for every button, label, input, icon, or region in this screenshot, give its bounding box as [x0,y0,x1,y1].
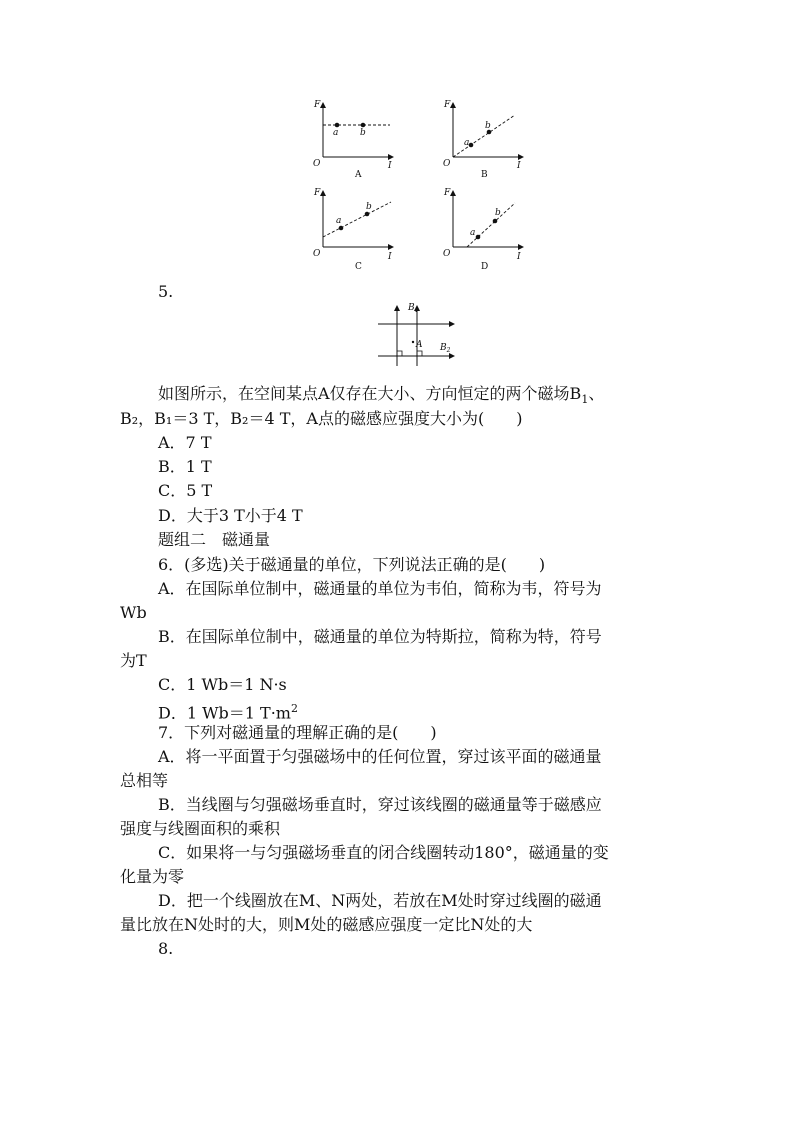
point-b-label: b [495,208,501,218]
x-axis-label: I [388,161,392,171]
point-a-label: a [336,216,342,226]
graph-panel-c [313,188,393,272]
x-axis-label: I [517,161,521,171]
q5-option-c: C．5 T [158,481,213,500]
q5-option-d: D．大于3 T小于4 T [158,506,303,525]
panel-label-d: D [481,262,489,272]
origin-label: O [313,249,321,259]
q5-stem-line1: 如图所示，在空间某点A仅存在大小、方向恒定的两个磁场$B_1$、 [158,384,605,407]
q5-option-a: A．7 T [158,433,212,452]
point-a-label: A [416,340,423,350]
q6-option-b-line2: 为T [120,651,147,670]
y-axis-label: F [314,100,321,110]
force-current-graphs-figure [305,95,530,280]
b1-label: $B_1$ [408,303,419,314]
graph-panel-d [443,188,523,272]
y-axis-label: F [444,188,451,198]
q5-number: 5. [158,282,174,301]
q7-option-c-line2: 化量为零 [120,867,185,886]
origin-label: O [443,159,451,169]
point-a-label: a [464,138,470,148]
b2-label: $B_2$ [440,343,451,354]
q7-option-a-line1: A．将一平面置于匀强磁场中的任何位置，穿过该平面的磁通量 [158,747,602,766]
x-axis-label: I [517,252,521,262]
panel-label-c: C [355,262,362,272]
graphs-svg [305,95,530,280]
q5-option-b: B．1 T [158,457,212,476]
x-axis-label: I [388,252,392,262]
q6-stem: 6．(多选)关于磁通量的单位，下列说法正确的是( ) [158,555,546,574]
q7-option-b-line1: B．当线圈与匀强磁场垂直时，穿过该线圈的磁通量等于磁感应 [158,795,602,814]
q6-option-a-line1: A．在国际单位制中，磁通量的单位为韦伯，简称为韦，符号为 [158,579,602,598]
point-a-label: a [470,228,476,238]
q6-option-b-line1: B．在国际单位制中，磁通量的单位为特斯拉，简称为特，符号 [158,627,602,646]
point-a-label: a [333,128,339,138]
q7-option-d-line2: 量比放在N处时的大，则M处的磁感应强度一定比N处的大 [120,915,533,934]
q7-option-c-line1: C．如果将一与匀强磁场垂直的闭合线圈转动180°，磁通量的变 [158,843,609,862]
point-b-label: b [485,121,491,131]
graph-panel-b [443,100,523,180]
q6-option-c: C．1 Wb＝1 N·s [158,675,287,694]
q7-option-d-line1: D．把一个线圈放在M、N两处，若放在M处时穿过线圈的磁通 [158,891,602,910]
q6-option-a-line2: Wb [120,603,147,622]
point-b-label: b [366,202,372,212]
q6-option-d: D．1 Wb＝1 $T\cdot m^2$ [158,702,298,723]
y-axis-label: F [314,188,321,198]
q8-number: 8. [158,939,174,958]
y-axis-label: F [444,100,451,110]
panel-label-a: A [355,170,362,180]
panel-label-b: B [481,170,488,180]
magnetic-field-figure [370,300,460,368]
graph-panel-a [313,100,393,180]
origin-label: O [313,159,321,169]
section-heading: 题组二 磁通量 [158,530,271,549]
q7-option-a-line2: 总相等 [120,771,169,790]
field-svg [370,300,460,368]
q7-stem: 7．下列对磁通量的理解正确的是( ) [158,723,437,742]
q5-stem-line2: B₂，B₁＝3 T，B₂＝4 T，A点的磁感应强度大小为( ) [120,409,523,428]
origin-label: O [443,249,451,259]
point-b-label: b [360,128,366,138]
q7-option-b-line2: 强度与线圈面积的乘积 [120,819,281,838]
